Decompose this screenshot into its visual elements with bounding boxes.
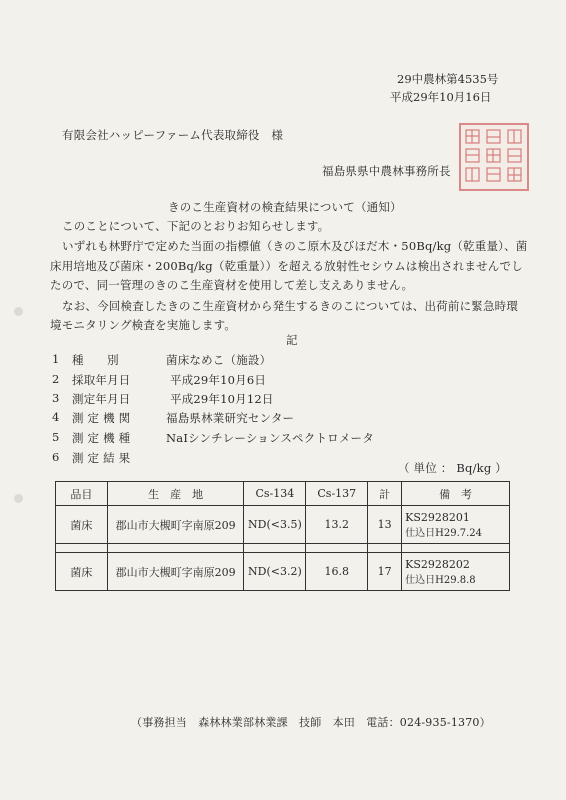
item-value: NaIシンチレーションスペクトロメータ [166, 431, 374, 445]
cell-cs134: ND(<3.2) [244, 553, 306, 591]
item-number: 3 [52, 391, 60, 405]
table-row [56, 553, 510, 591]
item-value: 菌床なめこ（施設） [166, 353, 272, 367]
note-date: 仕込日H29.7.24 [405, 527, 483, 539]
item-label: 採取年月日 [72, 373, 131, 387]
sender: 福島県県中農林事務所長 [322, 164, 451, 178]
item-number: 2 [52, 372, 60, 386]
cell-place: 郡山市大槻町字南原209 [107, 506, 244, 544]
body-line: たので、同一管理のきのこ生産資材を使用して差し支えありません。 [50, 278, 414, 292]
item-number: 5 [52, 430, 60, 444]
header-place: 生 産 地 [107, 482, 244, 506]
official-seal [459, 123, 529, 191]
ki-heading: 記 [286, 333, 298, 347]
item-value: 平成29年10月12日 [170, 392, 274, 406]
note-code: KS2928201 [405, 510, 470, 524]
body-line: 境モニタリング検査を実施します。 [50, 318, 237, 332]
item-value: 福島県林業研究センター [166, 411, 295, 425]
cell-item: 菌床 [56, 506, 108, 544]
note-date: 仕込日H29.8.8 [405, 574, 476, 586]
body-line: なお、今回検査したきのこ生産資材から発生するきのこについては、出荷前に緊急時環 [62, 299, 519, 313]
cell-notes [402, 506, 510, 544]
contact-info: （事務担当 森林林業部林業課 技師 本田 電話：024-935-1370） [131, 716, 491, 729]
table-spacer-row [56, 544, 510, 553]
document-title: きのこ生産資材の検査結果について（通知） [168, 200, 402, 214]
cell-cs134: ND(<3.5) [244, 506, 306, 544]
cell-place: 郡山市大槻町字南原209 [107, 553, 244, 591]
cell-item: 菌床 [56, 553, 108, 591]
document-date: 平成29年10月16日 [390, 90, 492, 104]
header-cs134: Cs-134 [244, 482, 306, 506]
item-label: 種 別 [72, 353, 119, 367]
body-line: いずれも林野庁で定めた当面の指標値（きのこ原木及びほだ木・50Bq/kg（乾重量）、菌 [62, 239, 528, 253]
cell-notes [402, 553, 510, 591]
item-label: 測 定 機 関 [72, 411, 131, 425]
addressee: 有限会社ハッピーファーム代表取締役 様 [62, 128, 284, 142]
cell-total: 17 [368, 553, 402, 591]
item-label: 測 定 機 種 [72, 431, 131, 445]
header-item: 品目 [56, 482, 108, 506]
header-notes: 備 考 [402, 482, 510, 506]
unit-label: （ 単位 ： Bq/kg ） [398, 461, 507, 475]
binder-hole [14, 494, 23, 503]
table-row [56, 506, 510, 544]
cell-total: 13 [368, 506, 402, 544]
cell-cs137: 13.2 [306, 506, 368, 544]
header-total: 計 [368, 482, 402, 506]
results-table [55, 481, 510, 591]
body-line: このことについて、下記のとおりお知らせします。 [62, 219, 330, 233]
table-header-row [56, 482, 510, 506]
item-label: 測 定 結 果 [72, 451, 131, 465]
item-number: 6 [52, 450, 60, 464]
item-number: 1 [52, 352, 60, 366]
item-label: 測定年月日 [72, 392, 131, 406]
header-cs137: Cs-137 [306, 482, 368, 506]
note-code: KS2928202 [405, 557, 470, 571]
body-line: 床用培地及び菌床・200Bq/kg（乾重量））を超える放射性セシウムは検出されませんでし [50, 259, 523, 273]
cell-cs137: 16.8 [306, 553, 368, 591]
item-number: 4 [52, 410, 60, 424]
item-value: 平成29年10月6日 [170, 373, 267, 387]
binder-hole [14, 307, 23, 316]
document-number: 29中農林第4535号 [397, 72, 499, 86]
